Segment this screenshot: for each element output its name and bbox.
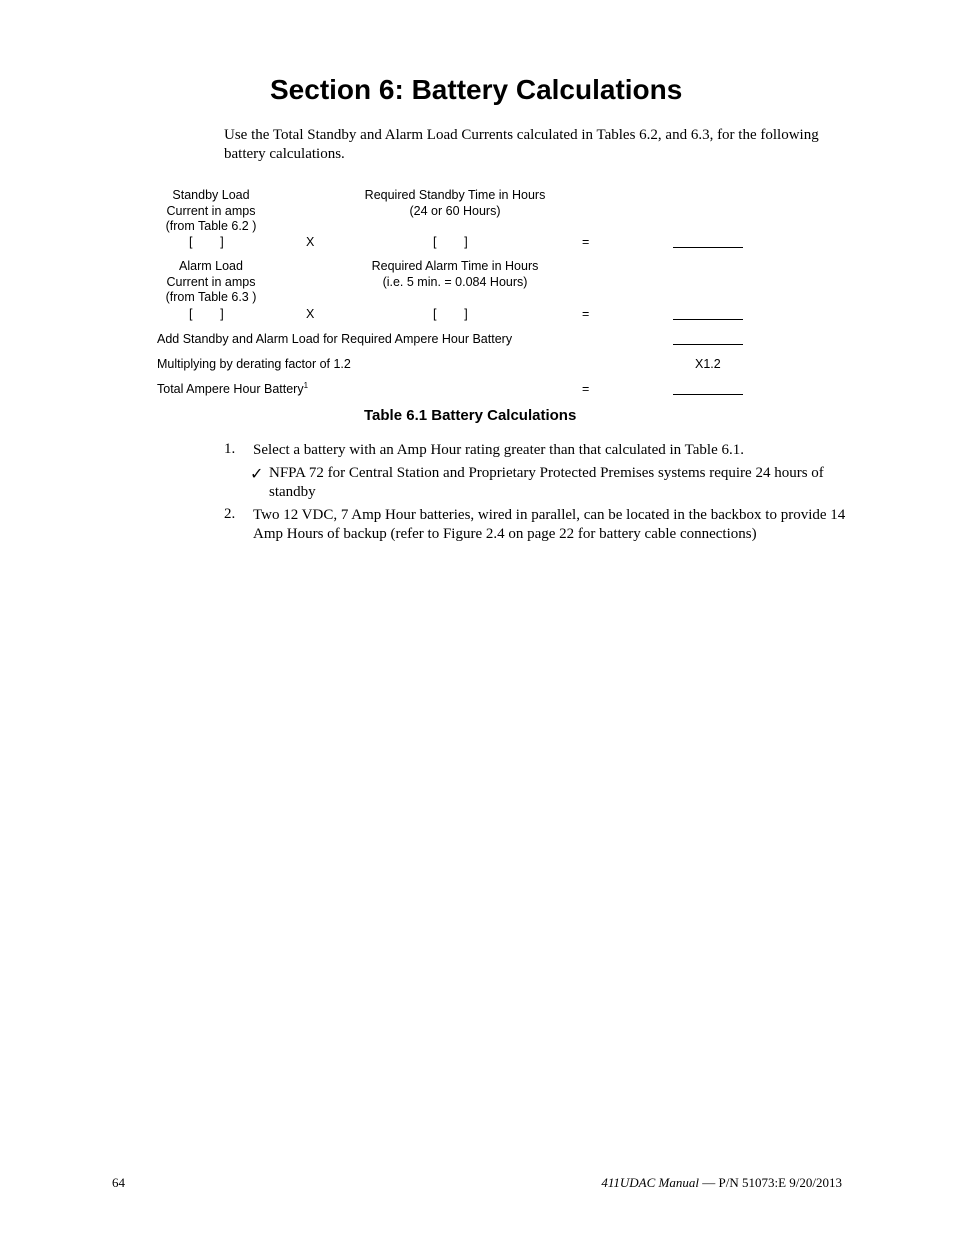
standby-time-header [345,188,565,219]
standby-times-sign: X [306,235,315,249]
standby-result-blank [673,247,743,248]
footer-dash: — [698,1175,719,1190]
alarm-time-line-2: (i.e. 5 min. = 0.084 Hours) [382,274,528,289]
total-result-blank [673,394,743,395]
derate-row-label: Multiplying by derating factor of 1.2 [157,357,351,371]
standby-load-line-3: (from Table 6.2 ) [165,219,257,233]
alarm-load-input-bracket: [ ] [189,307,224,321]
total-row-text: Total Ampere Hour Battery [157,382,304,396]
add-load-row-label: Add Standby and Alarm Load for Required Ampere Hour Battery [157,332,513,346]
list-item-1-number: 1. [224,441,236,457]
footer-info [601,1175,842,1191]
total-row-label [157,382,308,398]
alarm-times-sign: X [306,307,315,321]
manual-title: 411UDAC Manual [601,1175,699,1190]
alarm-load-header [150,259,272,306]
checkmark-icon: ✓ [250,466,264,483]
standby-time-line-1: Required Standby Time in Hours [364,188,546,202]
alarm-load-line-3: (from Table 6.3 ) [165,290,257,304]
list-item-1-text: Select a battery with an Amp Hour rating greater than that calculated in Table 6.1. [253,442,745,458]
alarm-load-line-2: Current in amps [166,274,256,289]
standby-load-header [150,188,272,235]
derate-factor-value: X1.2 [695,357,721,371]
alarm-time-header [345,259,565,290]
part-number: P/N 51073:E 9/20/2013 [718,1175,842,1190]
standby-equals-sign: = [582,235,590,249]
alarm-result-blank [673,319,743,320]
alarm-time-line-1: Required Alarm Time in Hours [371,259,539,273]
list-item-2-text: Two 12 VDC, 7 Amp Hour batteries, wired in parallel, can be located in the backbox to provide 14 Amp Hours of backup (refer to Figure 2.4 on page 22 for battery cable connections) [253,507,846,542]
intro-paragraph: Use the Total Standby and Alarm Load Currents calculated in Tables 6.2, and 6.3, for the following battery calculations. [224,127,819,162]
list-item-2-number: 2. [224,506,236,522]
table-caption: Table 6.1 Battery Calculations [364,407,577,424]
add-load-result-blank [673,344,743,345]
total-footnote-marker: 1 [303,380,309,390]
alarm-time-input-bracket: [ ] [433,307,468,321]
alarm-equals-sign: = [582,307,590,321]
standby-load-line-2: Current in amps [166,203,256,218]
standby-load-input-bracket: [ ] [189,235,224,249]
standby-load-line-1: Standby Load [172,188,250,202]
total-equals-sign: = [582,382,590,396]
standby-time-input-bracket: [ ] [433,235,468,249]
standby-time-line-2: (24 or 60 Hours) [409,203,501,218]
nfpa-note-text: NFPA 72 for Central Station and Proprietary Protected Premises systems require 24 hours of standby [269,465,824,500]
page-number: 64 [112,1175,125,1190]
alarm-load-line-1: Alarm Load [179,259,243,273]
section-title: Section 6: Battery Calculations [270,74,683,105]
